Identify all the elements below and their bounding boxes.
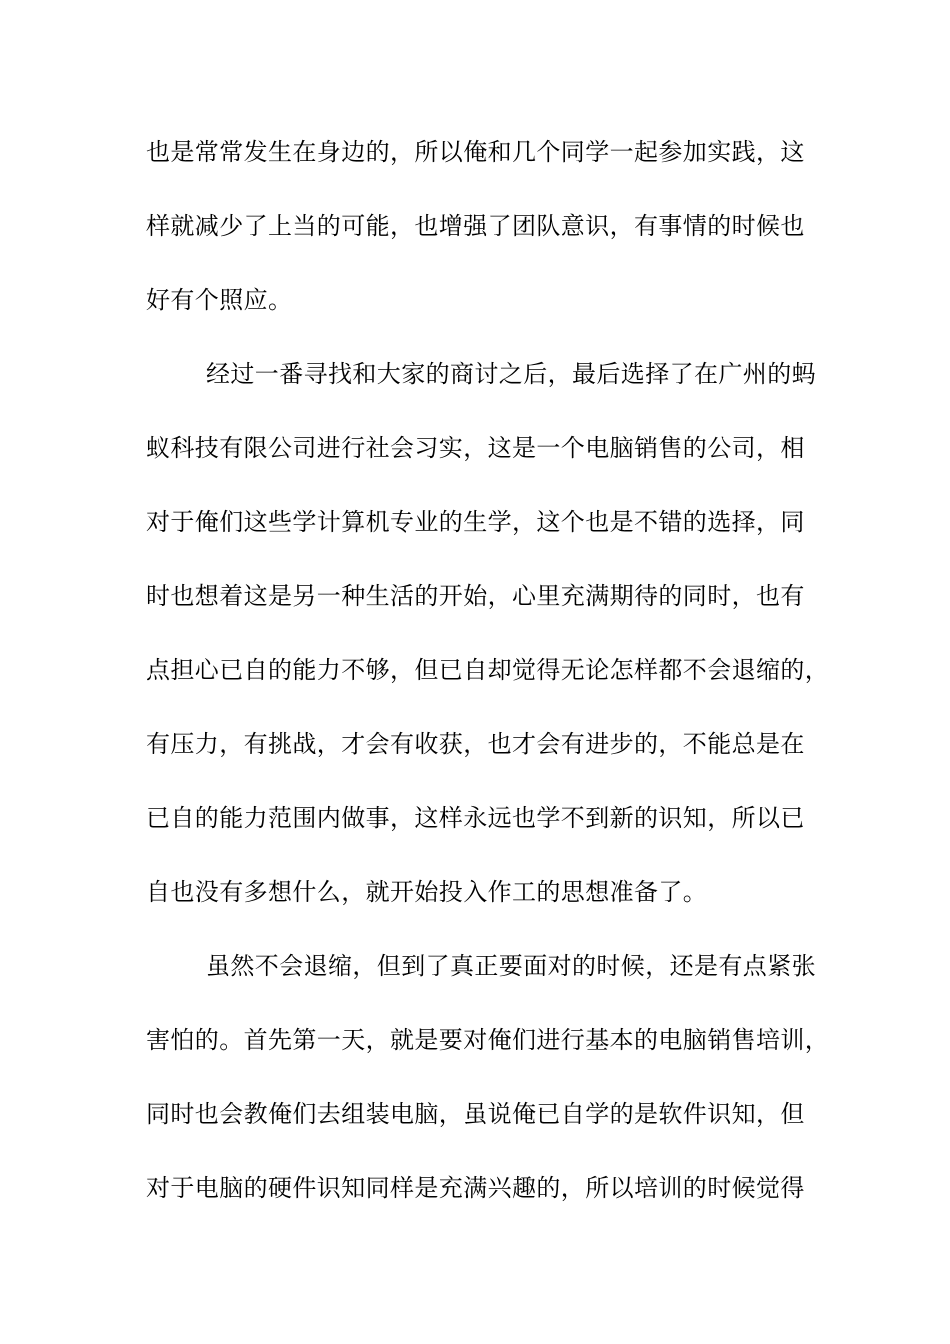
document-body <box>146 128 830 1238</box>
text-line: 害怕的。首先第一天，就是要对俺们进行基本的电脑销售培训， <box>146 1026 830 1054</box>
text-line: 经过一番寻找和大家的商讨之后，最后选择了在广州的蚂 <box>206 360 816 388</box>
text-line: 蚁科技有限公司进行社会习实，这是一个电脑销售的公司，相 <box>146 434 805 462</box>
paragraph-2 <box>146 350 830 942</box>
text-line: 对于俺们这些学计算机专业的生学，这个也是不错的选择，同 <box>146 508 805 536</box>
text-line: 也是常常发生在身边的，所以俺和几个同学一起参加实践，这 <box>146 138 805 166</box>
text-line: 时也想着这是另一种生活的开始，心里充满期待的同时，也有 <box>146 582 805 610</box>
paragraph-3 <box>146 942 830 1238</box>
text-line: 点担心已自的能力不够，但已自却觉得无论怎样都不会退缩的， <box>146 656 830 684</box>
paragraph-1 <box>146 128 826 350</box>
text-line: 有压力，有挑战，才会有收获，也才会有进步的，不能总是在 <box>146 730 805 758</box>
text-line: 好有个照应。 <box>146 286 293 314</box>
text-line: 自也没有多想什么，就开始投入作工的思想准备了。 <box>146 878 708 906</box>
text-line: 对于电脑的硬件识知同样是充满兴趣的，所以培训的时候觉得 <box>146 1174 805 1202</box>
text-line: 样就减少了上当的可能，也增强了团队意识，有事情的时候也 <box>146 212 805 240</box>
text-line: 同时也会教俺们去组装电脑，虽说俺已自学的是软件识知，但 <box>146 1100 805 1128</box>
text-line: 已自的能力范围内做事，这样永远也学不到新的识知，所以已 <box>146 804 805 832</box>
text-line: 虽然不会退缩，但到了真正要面对的时候，还是有点紧张 <box>206 952 816 980</box>
